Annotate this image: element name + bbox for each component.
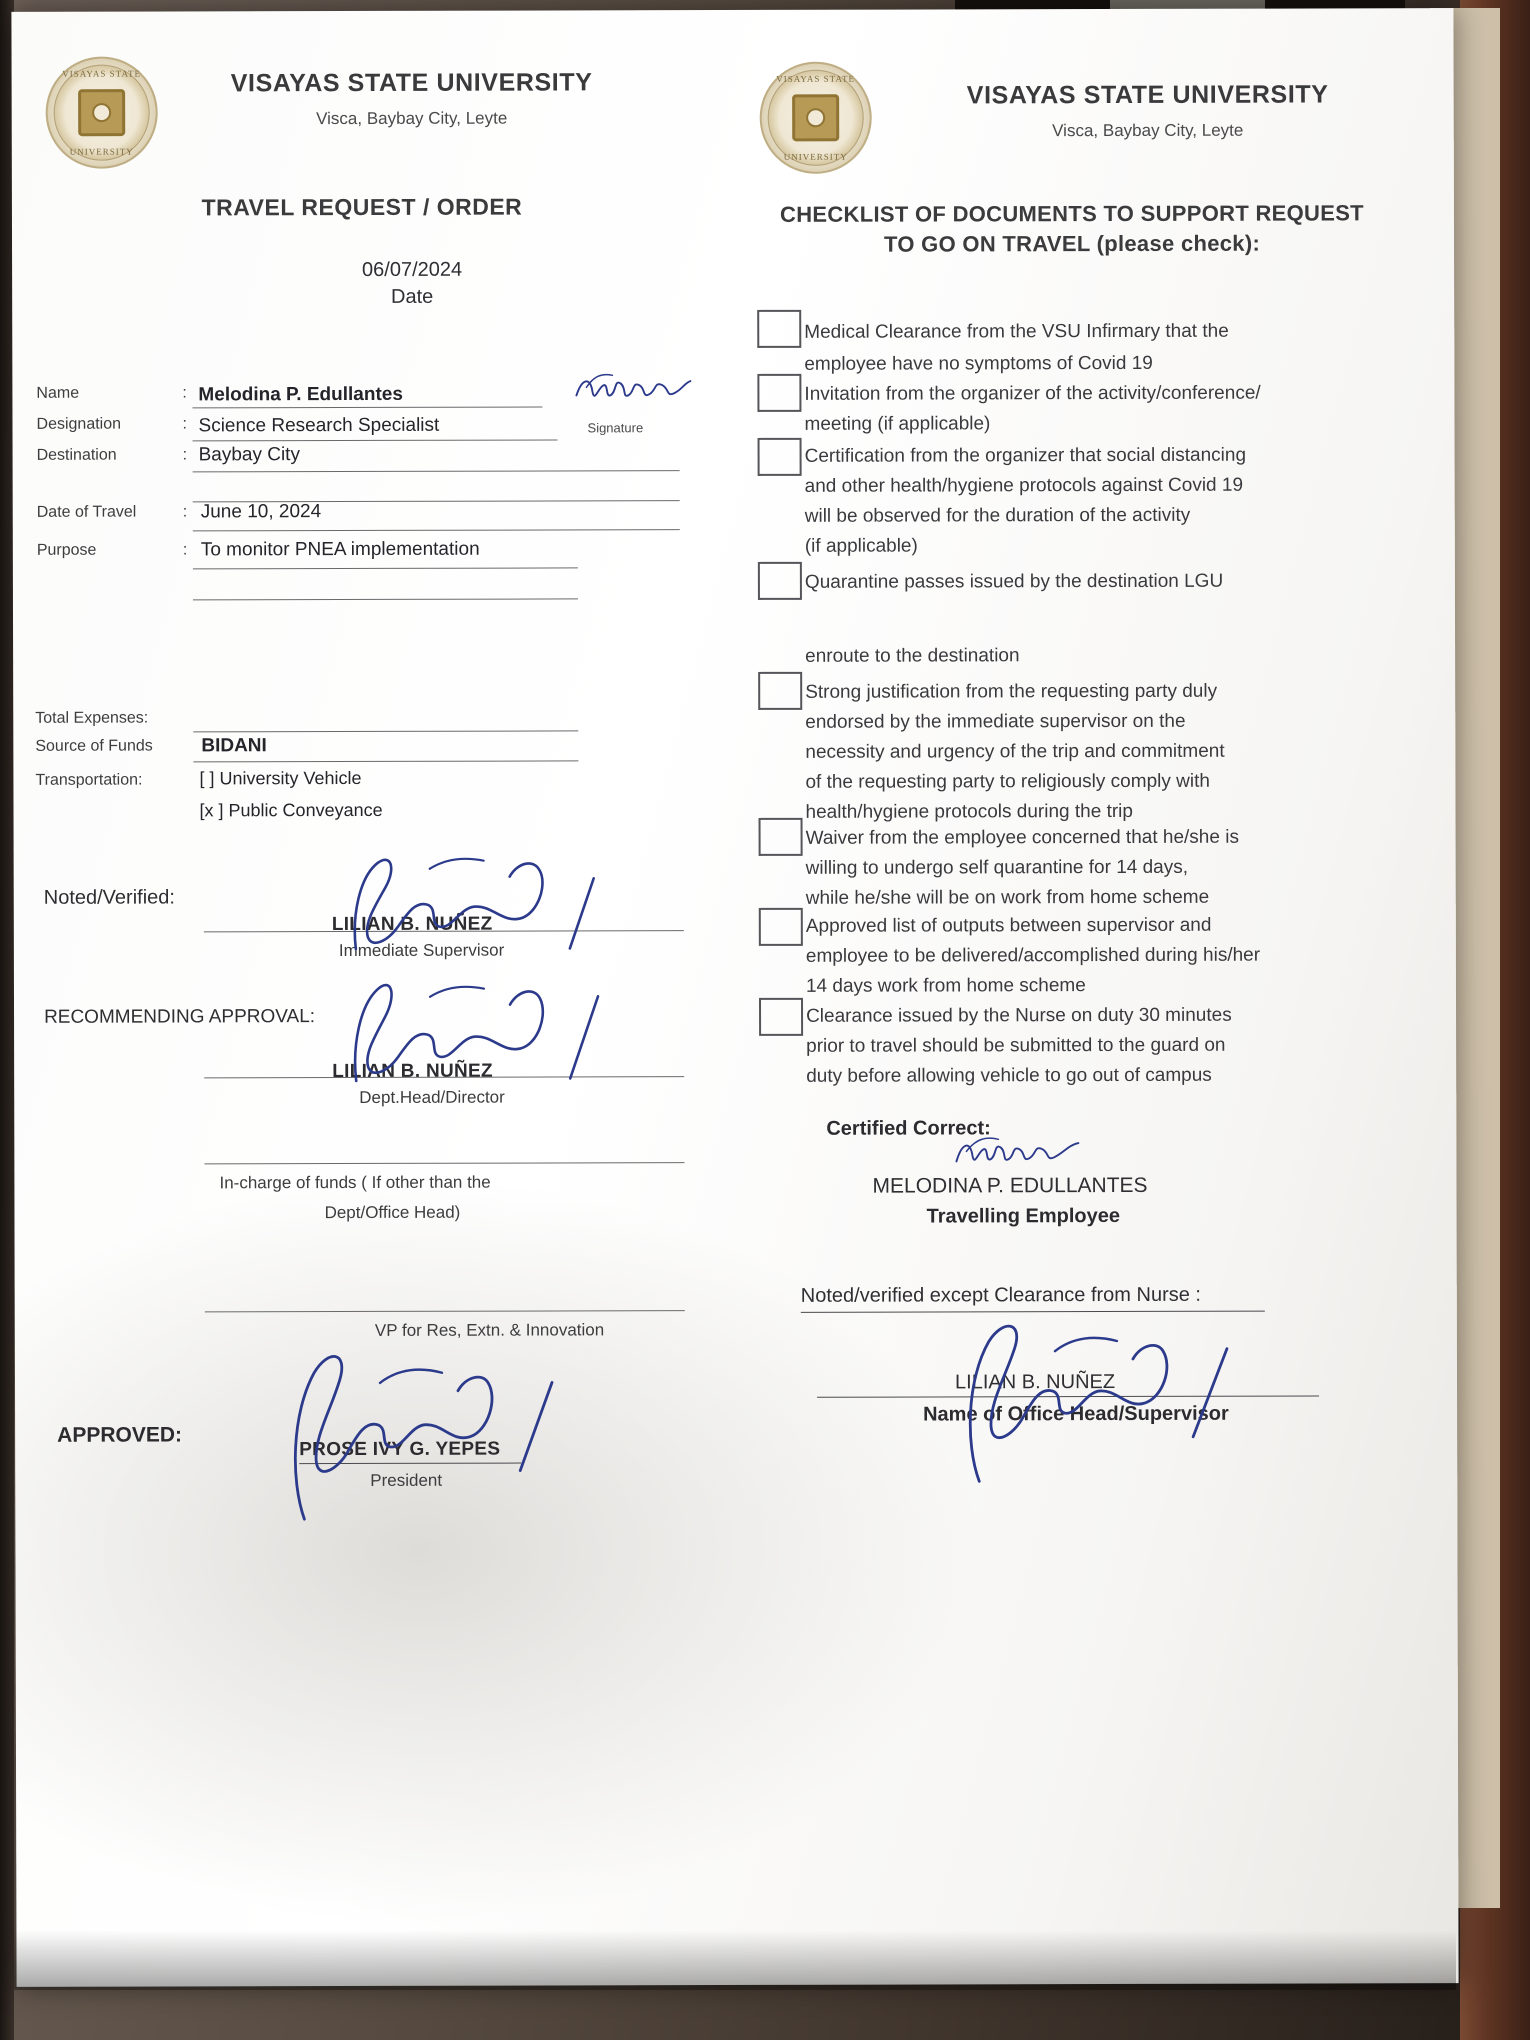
rule-date-of-travel <box>193 529 680 531</box>
signature-ink-office-head <box>945 1309 1245 1490</box>
seal-bottom-text-right: UNIVERSITY <box>783 151 848 162</box>
text-medical-clearance-line1: Medical Clearance from the VSU Infirmary that the <box>804 320 1229 343</box>
value-designation: Science Research Specialist <box>198 414 440 437</box>
label-designation: Designation <box>36 415 122 433</box>
checkbox-certification-social-distancing[interactable] <box>758 438 802 476</box>
name-office-head: LILIAN B. NUÑEZ <box>954 1371 1116 1394</box>
label-noted-except-nurse: Noted/verified except Clearance from Nurse : <box>800 1283 1201 1307</box>
text-justification-line3: necessity and urgency of the trip and commitment <box>805 740 1225 763</box>
role-office-head: Name of Office Head/Supervisor <box>923 1402 1229 1426</box>
signature-ink-employee-top <box>572 365 692 415</box>
value-source-of-funds: BIDANI <box>201 735 267 757</box>
text-certification-line3: will be observed for the duration of the activity <box>804 504 1191 527</box>
value-date-of-travel: June 10, 2024 <box>200 501 322 523</box>
checkbox-quarantine-passes[interactable] <box>758 562 802 600</box>
university-name-left: VISAYAS STATE UNIVERSITY <box>230 68 593 98</box>
role-incharge-funds-line1: In-charge of funds ( If other than the <box>219 1172 491 1193</box>
text-justification-line5: health/hygiene protocols during the trip <box>805 800 1133 823</box>
rule-office-head <box>817 1395 1319 1397</box>
text-outputs-line2: employee to be delivered/accomplished during his/her <box>805 944 1261 967</box>
role-incharge-funds-line2: Dept/Office Head) <box>324 1202 461 1223</box>
text-certification-line4: (if applicable) <box>804 535 918 557</box>
colon-purpose: : <box>182 541 188 559</box>
value-destination: Baybay City <box>198 444 300 466</box>
caption-signature: Signature <box>587 420 644 436</box>
label-total-expenses: Total Expenses: <box>35 709 149 727</box>
role-immediate-supervisor: Immediate Supervisor <box>338 940 505 961</box>
heading-recommending-approval: RECOMMENDING APPROVAL: <box>44 1006 316 1028</box>
role-dept-head: Dept.Head/Director <box>359 1087 505 1107</box>
checklist-title-line2: TO GO ON TRAVEL (please check): <box>883 230 1261 257</box>
university-address-left: Visca, Baybay City, Leyte <box>316 108 508 129</box>
colon-name: : <box>182 384 187 402</box>
rule-destination <box>193 470 680 472</box>
text-nurse-line3: duty before allowing vehicle to go out of campus <box>806 1064 1212 1087</box>
university-seal-right <box>760 62 872 174</box>
rule-source-of-funds <box>193 760 578 762</box>
rule-name <box>192 407 542 409</box>
text-quarantine-line3: enroute to the destination <box>805 645 1020 667</box>
role-travelling-employee: Travelling Employee <box>926 1204 1121 1228</box>
label-name: Name <box>36 384 80 402</box>
colon-destination: : <box>182 446 188 464</box>
name-president: PROSE IVY G. YEPES <box>299 1438 501 1461</box>
checkbox-strong-justification[interactable] <box>758 672 802 710</box>
text-invitation-line1: Invitation from the organizer of the activity/conference/ <box>804 382 1261 405</box>
date-value: 06/07/2024 <box>362 258 463 281</box>
checkbox-approved-list-outputs[interactable] <box>759 908 803 946</box>
text-outputs-line3: 14 days work from home scheme <box>805 975 1086 997</box>
seal-bottom-text: UNIVERSITY <box>69 146 134 157</box>
text-waiver-line3: while he/she will be on work from home scheme <box>805 886 1210 909</box>
text-nurse-line1: Clearance issued by the Nurse on duty 30 minutes <box>806 1004 1232 1027</box>
label-source-of-funds: Source of Funds <box>35 737 153 755</box>
label-approved: APPROVED: <box>57 1423 183 1447</box>
checkbox-invitation-organizer[interactable] <box>757 374 801 412</box>
date-label: Date <box>391 285 434 308</box>
text-invitation-line2: meeting (if applicable) <box>804 413 991 435</box>
option-public-conveyance[interactable]: [x ] Public Conveyance <box>199 799 383 821</box>
university-seal-left <box>46 57 158 169</box>
seal-top-text-right: VISAYAS STATE <box>776 73 855 84</box>
label-transportation: Transportation: <box>35 771 143 789</box>
checkbox-medical-clearance[interactable] <box>757 310 801 348</box>
document-sheet <box>11 8 1458 1987</box>
rule-purpose-2 <box>193 598 578 600</box>
checkbox-waiver-self-quarantine[interactable] <box>759 818 803 856</box>
rule-total-expenses <box>193 730 578 732</box>
text-certification-line2: and other health/hygiene protocols against Covid 19 <box>804 474 1244 497</box>
rule-vp <box>205 1310 685 1312</box>
signature-ink-president <box>270 1338 570 1529</box>
rule-noted-except <box>801 1311 1265 1313</box>
label-date-of-travel: Date of Travel <box>36 503 137 521</box>
value-purpose: To monitor PNEA implementation <box>200 538 480 561</box>
colon-date-of-travel: : <box>182 503 188 521</box>
text-justification-line4: of the requesting party to religiously comply with <box>805 770 1210 793</box>
label-destination: Destination <box>36 446 117 464</box>
text-waiver-line1: Waiver from the employee concerned that he/she is <box>805 826 1239 849</box>
rule-designation <box>193 439 558 441</box>
rule-incharge-funds <box>204 1162 684 1164</box>
name-travelling-employee: MELODINA P. EDULLANTES <box>872 1173 1148 1198</box>
heading-noted-verified: Noted/Verified: <box>43 886 175 909</box>
text-outputs-line1: Approved list of outputs between supervisor and <box>805 914 1212 937</box>
form-title: TRAVEL REQUEST / ORDER <box>201 193 523 221</box>
name-immediate-supervisor: LILIAN B. NUÑEZ <box>331 913 493 936</box>
name-dept-head: LILIAN B. NUÑEZ <box>332 1060 493 1083</box>
label-purpose: Purpose <box>36 541 97 559</box>
text-quarantine-line1: Quarantine passes issued by the destination LGU <box>804 570 1224 593</box>
rule-president <box>299 1463 521 1465</box>
rule-purpose <box>193 567 578 569</box>
option-university-vehicle[interactable]: [ ] University Vehicle <box>199 767 362 789</box>
role-president: President <box>370 1470 443 1490</box>
text-justification-line2: endorsed by the immediate supervisor on the <box>805 710 1186 733</box>
role-vp-res-extn-innovation: VP for Res, Extn. & Innovation <box>374 1320 605 1340</box>
value-name: Melodina P. Edullantes <box>198 383 403 406</box>
university-name-right: VISAYAS STATE UNIVERSITY <box>966 80 1329 110</box>
checklist-title-line1: CHECKLIST OF DOCUMENTS TO SUPPORT REQUEST <box>779 200 1364 227</box>
checkbox-nurse-clearance[interactable] <box>759 998 803 1036</box>
university-address-right: Visca, Baybay City, Leyte <box>1052 120 1244 141</box>
text-medical-clearance-line2: employee have no symptoms of Covid 19 <box>804 352 1153 375</box>
text-waiver-line2: willing to undergo self quarantine for 14 days, <box>805 856 1189 879</box>
text-certification-line1: Certification from the organizer that social distancing <box>804 444 1247 467</box>
text-justification-line1: Strong justification from the requesting party duly <box>805 680 1218 703</box>
seal-top-text: VISAYAS STATE <box>62 68 141 79</box>
label-certified-correct: Certified Correct: <box>826 1117 991 1140</box>
text-nurse-line2: prior to travel should be submitted to the guard on <box>806 1034 1226 1057</box>
colon-designation: : <box>182 415 187 433</box>
